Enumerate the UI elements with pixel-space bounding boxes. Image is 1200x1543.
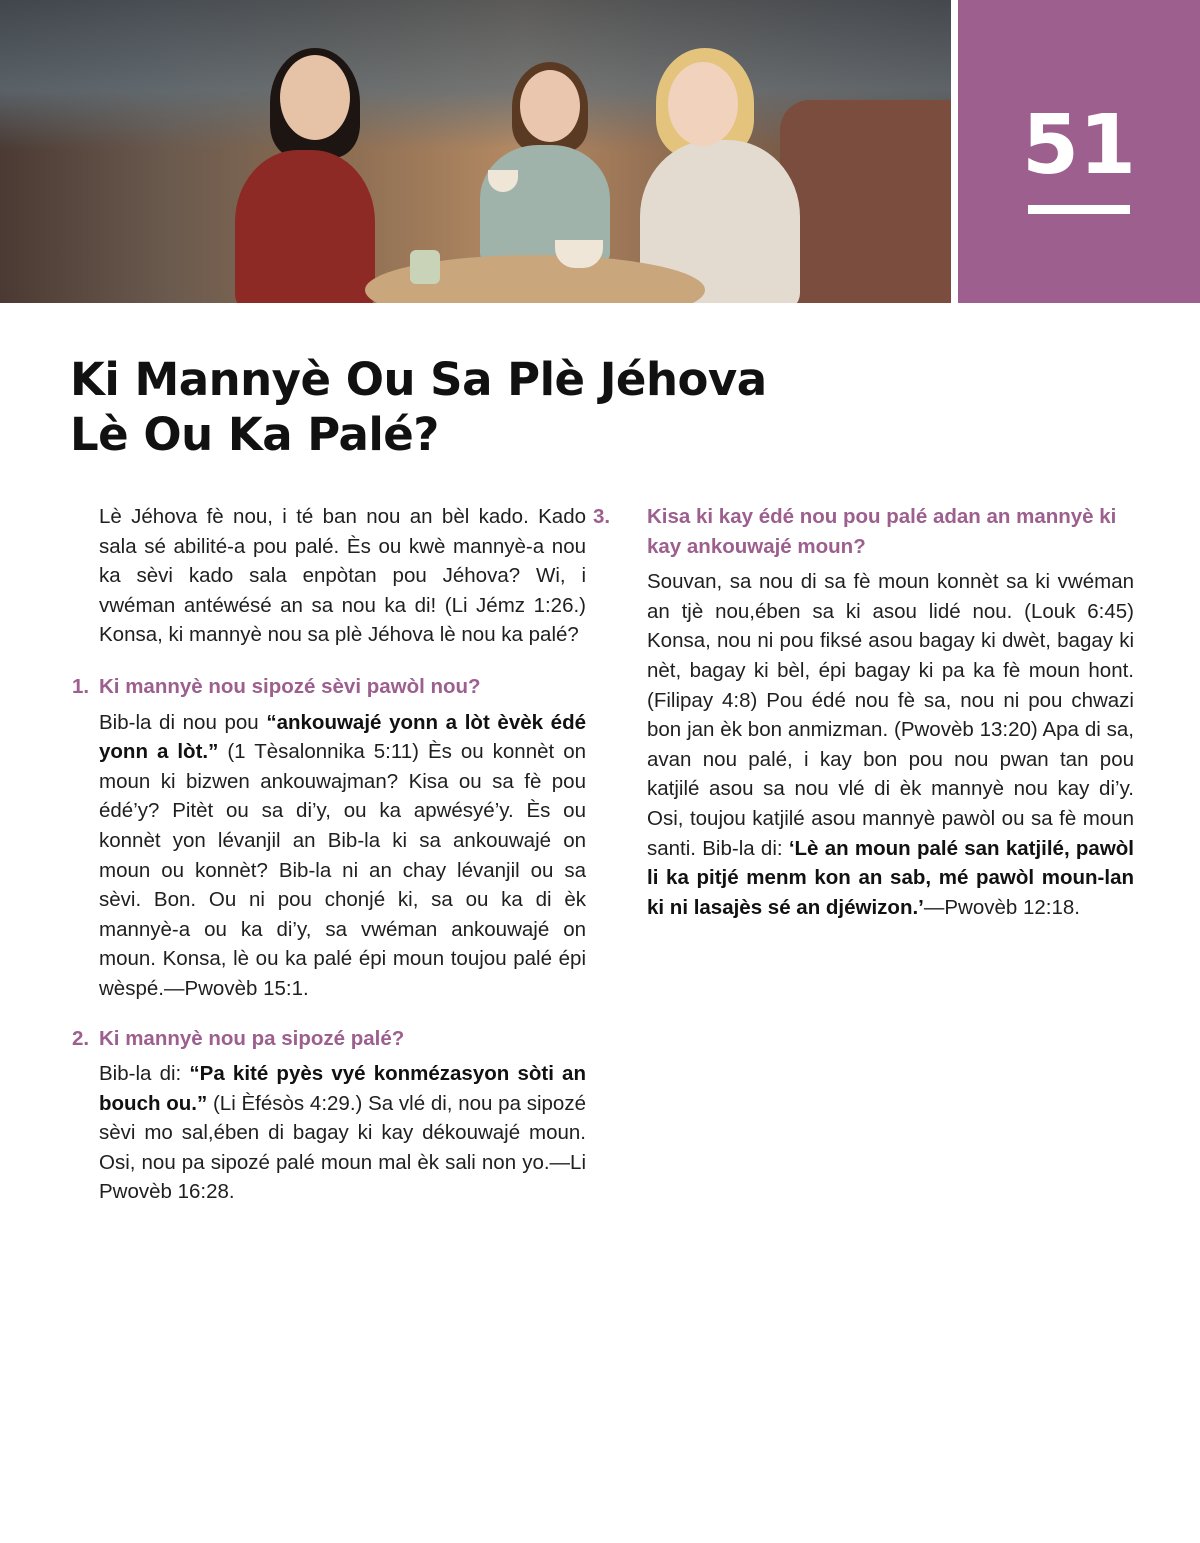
section-1-text-a: Bib-la di nou pou: [99, 710, 267, 734]
section-2-text-a: Bib-la di:: [99, 1062, 190, 1086]
section-3-number: 3.: [593, 505, 611, 528]
section-3-question: [593, 502, 1134, 561]
section-2-number: 2.: [72, 1026, 90, 1050]
section-3-question-text: Kisa ki kay édé nou pou palé adan an mannyè ki kay ankouwajé moun?: [647, 505, 1117, 558]
page-title-line-2: Lè Ou Ka Palé?: [70, 408, 439, 461]
lesson-number: 51: [1021, 98, 1137, 193]
section-1-answer: [72, 708, 586, 1004]
lesson-number-underline: [1028, 205, 1130, 214]
section-1-quote: “ankouwajé yonn a lòt èvèk édé yonn a lòt.”: [99, 710, 586, 764]
section-3-quote: ‘Lè an moun palé san katjilé, pawòl li ka pitjé menm kon an sab, mé pawòl moun-lan ki ni lasajès sé an djéwizon.’: [647, 836, 1134, 919]
section-1-question: [72, 672, 586, 702]
section-1-question-text: Ki mannyè nou sipozé sèvi pawòl nou?: [99, 674, 481, 698]
hero-photo: [0, 0, 951, 303]
page-title: [70, 352, 830, 462]
section-3-answer: [620, 567, 1134, 922]
section-3-text-b: —Pwovèb 12:18.: [923, 895, 1080, 919]
left-column: [72, 502, 586, 1227]
section-1-text-b: (1 Tèsalonnika 5:11) Ès ou konnèt on moun ki bizwen ankouwajman? Kisa ou sa fè pou édé’y? Pitèt ou sa di’y, ou ka apwésyé’y. Ès ou konnèt yon lévanjil an Bib-la ki sa ankouwajé on moun ou konnèt? Bib-la ni an chay lévanjil ou sa sèvi. Bon. Ou ni pou chonjé ki, sa ou ka di èk mannyè-a ou ka di’y, sa vwéman ankouwajé on moun. Konsa, lè ou ka palé épi moun toujou palé épi wèspé.—Pwovèb 15:1.: [99, 740, 587, 1000]
section-2-text-b: (Li Èfésòs 4:29.) Sa vlé di, nou pa sipozé sèvi mo sal,ében di bagay ki kay dékouwajé moun. Osi, nou pa sipozé palé moun mal èk sali non yo.—Li Pwovèb 16:28.: [99, 1091, 586, 1204]
section-1-number: 1.: [72, 674, 90, 698]
lesson-badge: [958, 0, 1200, 303]
section-2-question-text: Ki mannyè nou pa sipozé palé?: [99, 1026, 405, 1050]
section-2-question: [72, 1024, 586, 1054]
page-title-line-1: Ki Mannyè Ou Sa Plè Jéhova: [70, 353, 767, 406]
section-2-answer: [72, 1059, 586, 1207]
right-column: [593, 502, 1134, 942]
intro-paragraph: Lè Jéhova fè nou, i té ban nou an bèl kado. Kado sala sé abilité-a pou palé. Ès ou kwè mannyè-a nou ka sèvi kado sala enpòtan pou Jéhova? Wi, i vwéman antéwésé an sa nou ka di! (Li Jémz 1:26.) Konsa, ki mannyè nou sa plè Jéhova lè nou ka palé?: [99, 505, 586, 647]
section-2-quote: “Pa kité pyès vyé konmézasyon sòti an bouch ou.”: [99, 1062, 586, 1115]
section-3-text-a: Souvan, sa nou di sa fè moun konnèt sa ki vwéman an tjè nou,ében sa ki asou lidé nou. (Louk 6:45) Konsa, nou ni pou fiksé asou bagay ki dwèt, bagay ki nèt, bagay ki bèl, épi bagay ki pa ka fè moun hont. (Filipay 4:8) Pou édé nou fè sa, nou ni pou chwazi bon jan èk bon anmizman. (Pwovèb 13:20) Apa di sa, avan nou palé, i kay bon pou nou pwan tan pou katjilé asou sa nou vlé di èk mannyè nou kay di’y. Osi, toujou katjilé asou mannyè pawòl ou sa fè moun santi. Bib-la di:: [647, 570, 1134, 860]
